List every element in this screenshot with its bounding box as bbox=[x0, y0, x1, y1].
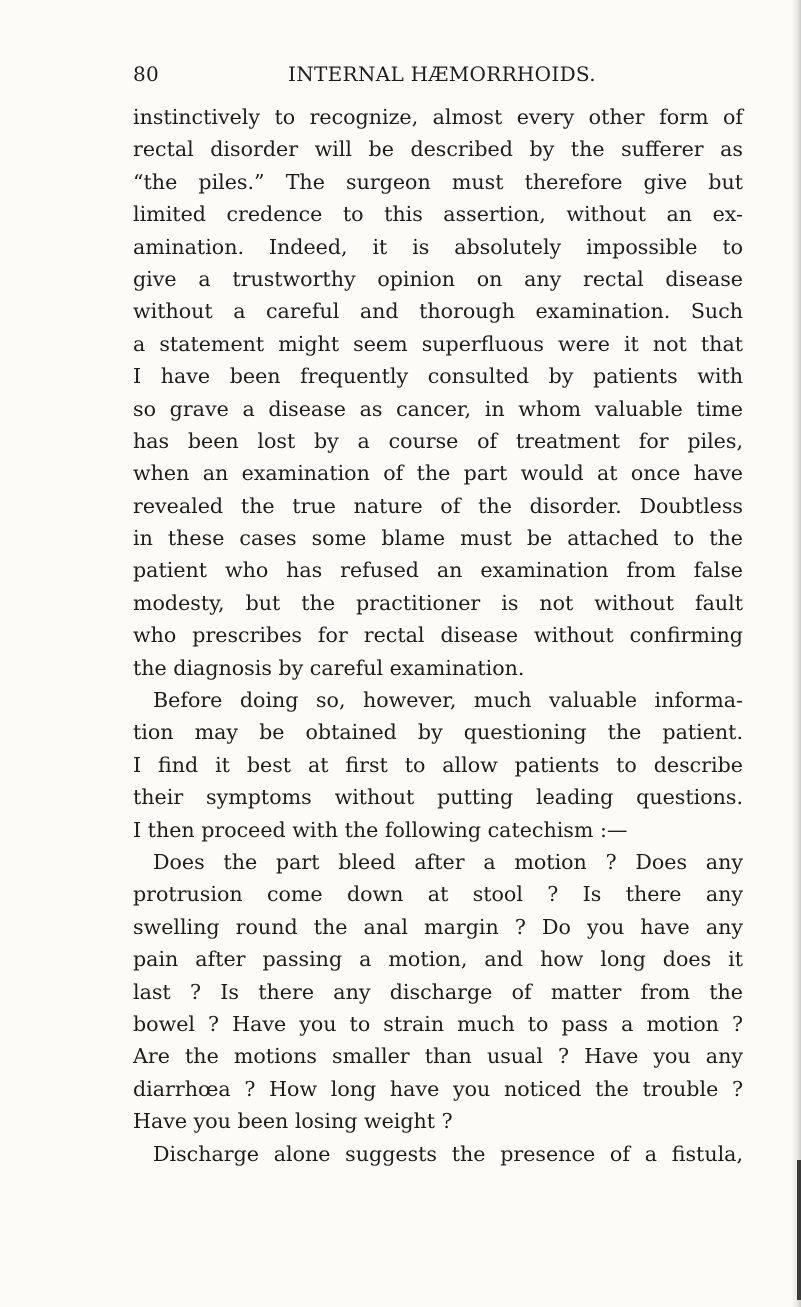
text-line: I find it best at first to allow patients to describe bbox=[133, 752, 743, 777]
text-line: their symptoms without putting leading questions. bbox=[133, 785, 743, 810]
text-line: when an examination of the part would at once have bbox=[133, 461, 743, 486]
text-line: diarrhœa ? How long have you noticed the trouble ? bbox=[133, 1076, 743, 1101]
text-line: modesty, but the practitioner is not without fault bbox=[133, 590, 743, 615]
text-line: has been lost by a course of treatment for piles, bbox=[133, 428, 743, 453]
text-line: Have you been losing weight ? bbox=[133, 1109, 453, 1134]
text-line: without a careful and thorough examination. Such bbox=[133, 299, 743, 324]
text-line: swelling round the anal margin ? Do you have any bbox=[133, 914, 743, 939]
body-text bbox=[133, 101, 743, 1170]
running-head: INTERNAL HÆMORRHOIDS. bbox=[288, 62, 596, 86]
text-line: Before doing so, however, much valuable informa- bbox=[153, 688, 743, 713]
page-header bbox=[133, 62, 743, 92]
text-line: a statement might seem superfluous were it not that bbox=[133, 331, 743, 356]
page-edge-shadow bbox=[791, 0, 801, 1307]
text-line: bowel ? Have you to strain much to pass a motion ? bbox=[133, 1011, 743, 1036]
text-line: who prescribes for rectal disease without confirming bbox=[133, 623, 743, 648]
text-line: revealed the true nature of the disorder. Doubtless bbox=[133, 493, 743, 518]
text-line: Are the motions smaller than usual ? Have you any bbox=[133, 1044, 743, 1069]
text-line: I have been frequently consulted by patients with bbox=[133, 364, 743, 389]
text-line: pain after passing a motion, and how long does it bbox=[133, 947, 743, 972]
text-line: so grave a disease as cancer, in whom valuable time bbox=[133, 396, 743, 421]
text-line: instinctively to recognize, almost every other form of bbox=[133, 105, 743, 129]
page-number: 80 bbox=[133, 62, 160, 86]
text-line: tion may be obtained by questioning the patient. bbox=[133, 720, 743, 745]
text-line: amination. Indeed, it is absolutely impossible to bbox=[133, 234, 743, 259]
text-line: “the piles.” The surgeon must therefore give but bbox=[133, 169, 743, 194]
page-edge-mark bbox=[797, 1160, 801, 1300]
text-line: patient who has refused an examination from false bbox=[133, 558, 743, 583]
text-line: last ? Is there any discharge of matter from the bbox=[133, 979, 743, 1004]
text-line: protrusion come down at stool ? Is there any bbox=[133, 882, 743, 907]
text-line: Discharge alone suggests the presence of a fistula, bbox=[153, 1141, 743, 1166]
text-line: give a trustworthy opinion on any rectal disease bbox=[133, 266, 743, 291]
text-line: the diagnosis by careful examination. bbox=[133, 655, 525, 680]
text-line: I then proceed with the following catechism :— bbox=[133, 817, 628, 842]
text-line: limited credence to this assertion, without an ex- bbox=[133, 202, 743, 227]
text-line: in these cases some blame must be attached to the bbox=[133, 526, 743, 551]
text-line: rectal disorder will be described by the sufferer as bbox=[133, 137, 743, 162]
text-line: Does the part bleed after a motion ? Does any bbox=[153, 849, 743, 874]
